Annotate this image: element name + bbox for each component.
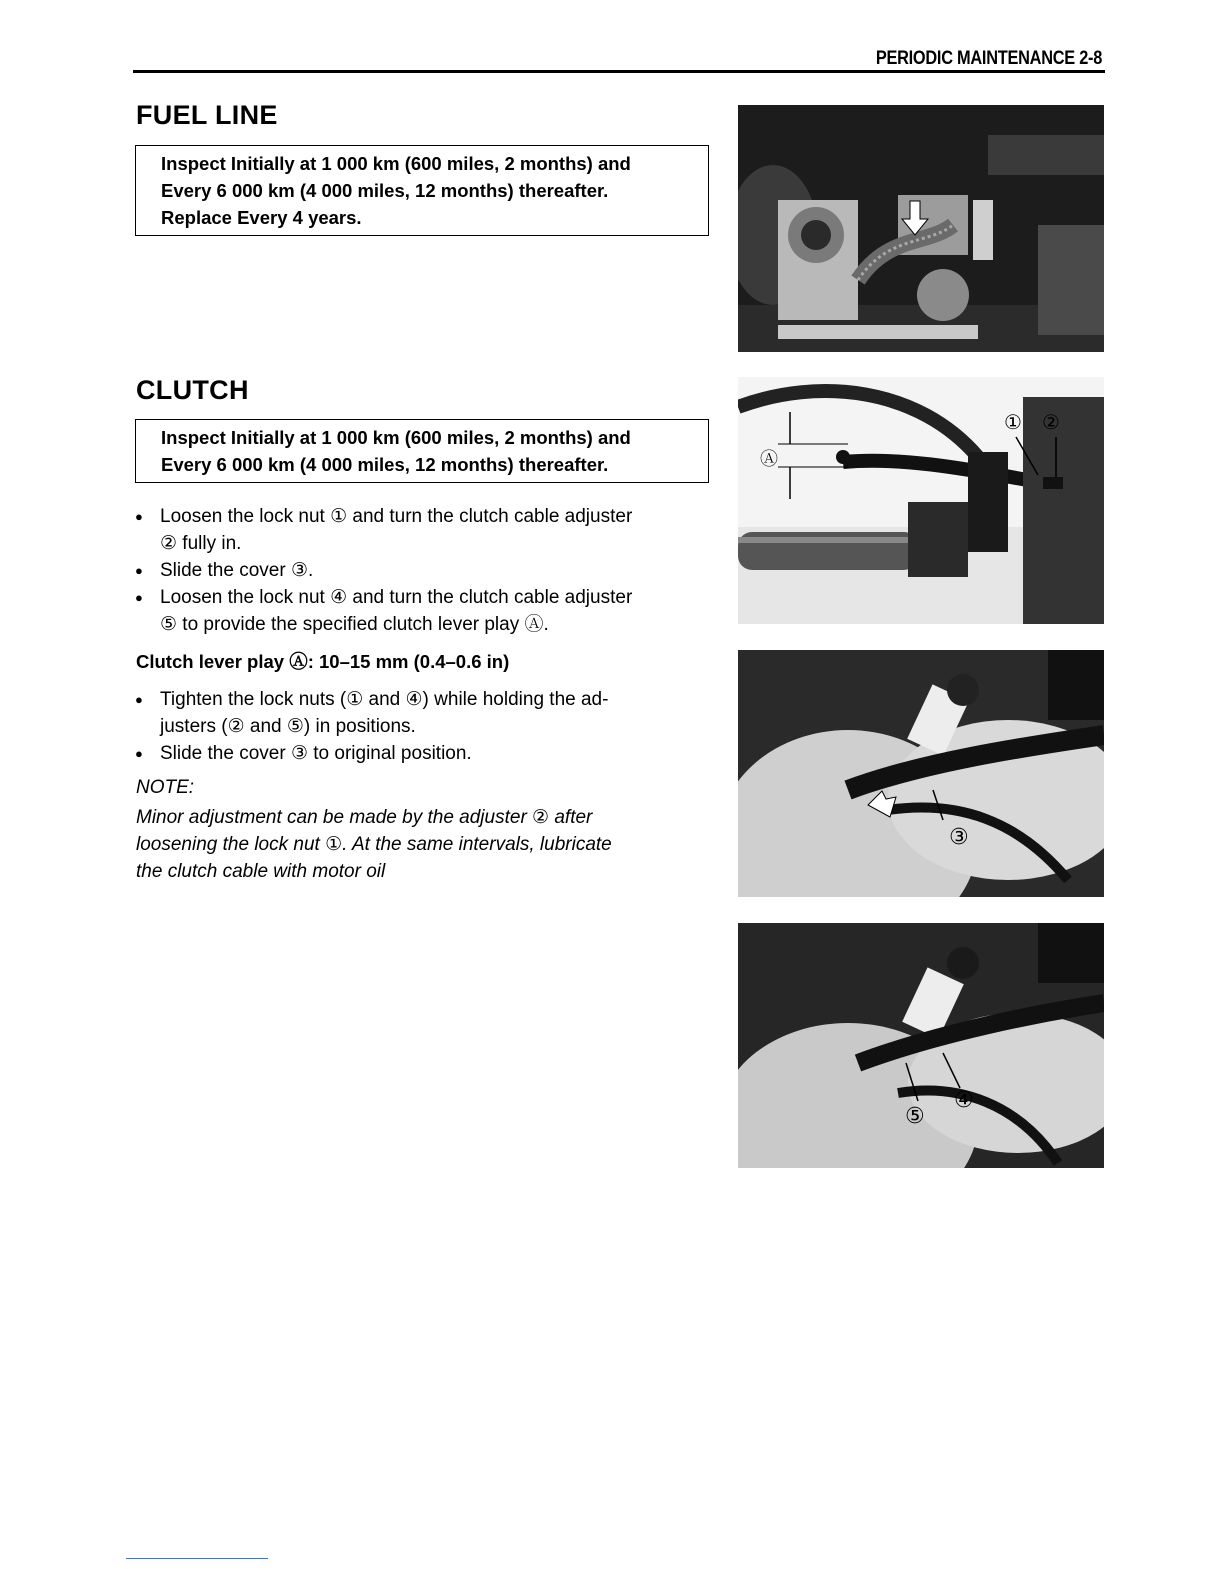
- list-item: [135, 503, 715, 557]
- lever-play-label: Ⓐ: [760, 449, 778, 470]
- lock-nut-label: ①: [1004, 410, 1022, 434]
- step-text: justers (② and ⑤) in positions.: [160, 716, 416, 737]
- list-item: [135, 686, 715, 740]
- note-line: Minor adjustment can be made by the adjuster ② after: [136, 807, 593, 828]
- clutch-steps-list: [135, 503, 715, 638]
- step-text: ● Loosen the lock nut ① and turn the clutch cable adjuster: [160, 506, 633, 527]
- clutch-title: CLUTCH: [136, 375, 249, 405]
- fuel-line-interval-box: [135, 145, 709, 236]
- list-item: [135, 740, 715, 767]
- lock-nut-label: ④: [954, 1088, 974, 1113]
- fuel-line-photo: [738, 105, 1104, 352]
- step-text: ● Loosen the lock nut ④ and turn the clutch cable adjuster: [160, 587, 633, 608]
- clutch-adjuster-photo: [738, 923, 1104, 1168]
- fuel-line-interval-line: Every 6 000 km (4 000 miles, 12 months) thereafter.: [161, 180, 609, 201]
- clutch-interval-box: [135, 419, 709, 483]
- footer-rule: [126, 1558, 268, 1559]
- clutch-cover-photo: [738, 650, 1104, 897]
- step-text: ② fully in.: [160, 533, 242, 554]
- step-text: ● Slide the cover ③ to original position.: [160, 743, 472, 764]
- note-line: the clutch cable with motor oil: [136, 861, 386, 882]
- fuel-line-interval-line: Inspect Initially at 1 000 km (600 miles, 2 months) and: [161, 153, 631, 174]
- step-text: ⑤ to provide the specified clutch lever play Ⓐ.: [160, 614, 549, 635]
- header-rule: [133, 70, 1105, 73]
- clutch-steps-list-2: [135, 686, 715, 767]
- clutch-interval-line: Inspect Initially at 1 000 km (600 miles, 2 months) and: [161, 427, 631, 448]
- list-item: [135, 584, 715, 638]
- note-line: loosening the lock nut ①. At the same intervals, lubricate: [136, 834, 612, 855]
- clutch-lever-play-spec: Clutch lever play Ⓐ: 10–15 mm (0.4–0.6 in): [136, 651, 510, 672]
- cover-label: ③: [949, 825, 969, 850]
- clutch-interval-line: Every 6 000 km (4 000 miles, 12 months) thereafter.: [161, 454, 609, 475]
- note-label: NOTE:: [136, 777, 195, 798]
- clutch-lever-photo: [738, 377, 1104, 624]
- step-text: ● Tighten the lock nuts (① and ④) while holding the ad-: [160, 689, 609, 710]
- note-body: [136, 804, 714, 885]
- fuel-line-interval-line: Replace Every 4 years.: [161, 207, 362, 228]
- cable-adjuster-label: ②: [1042, 410, 1060, 434]
- step-text: ● Slide the cover ③.: [160, 560, 314, 581]
- page-header-title: PERIODIC MAINTENANCE 2-8: [875, 48, 1102, 69]
- fuel-line-title: FUEL LINE: [136, 100, 278, 130]
- list-item: [135, 557, 715, 584]
- adjuster-label: ⑤: [905, 1104, 925, 1129]
